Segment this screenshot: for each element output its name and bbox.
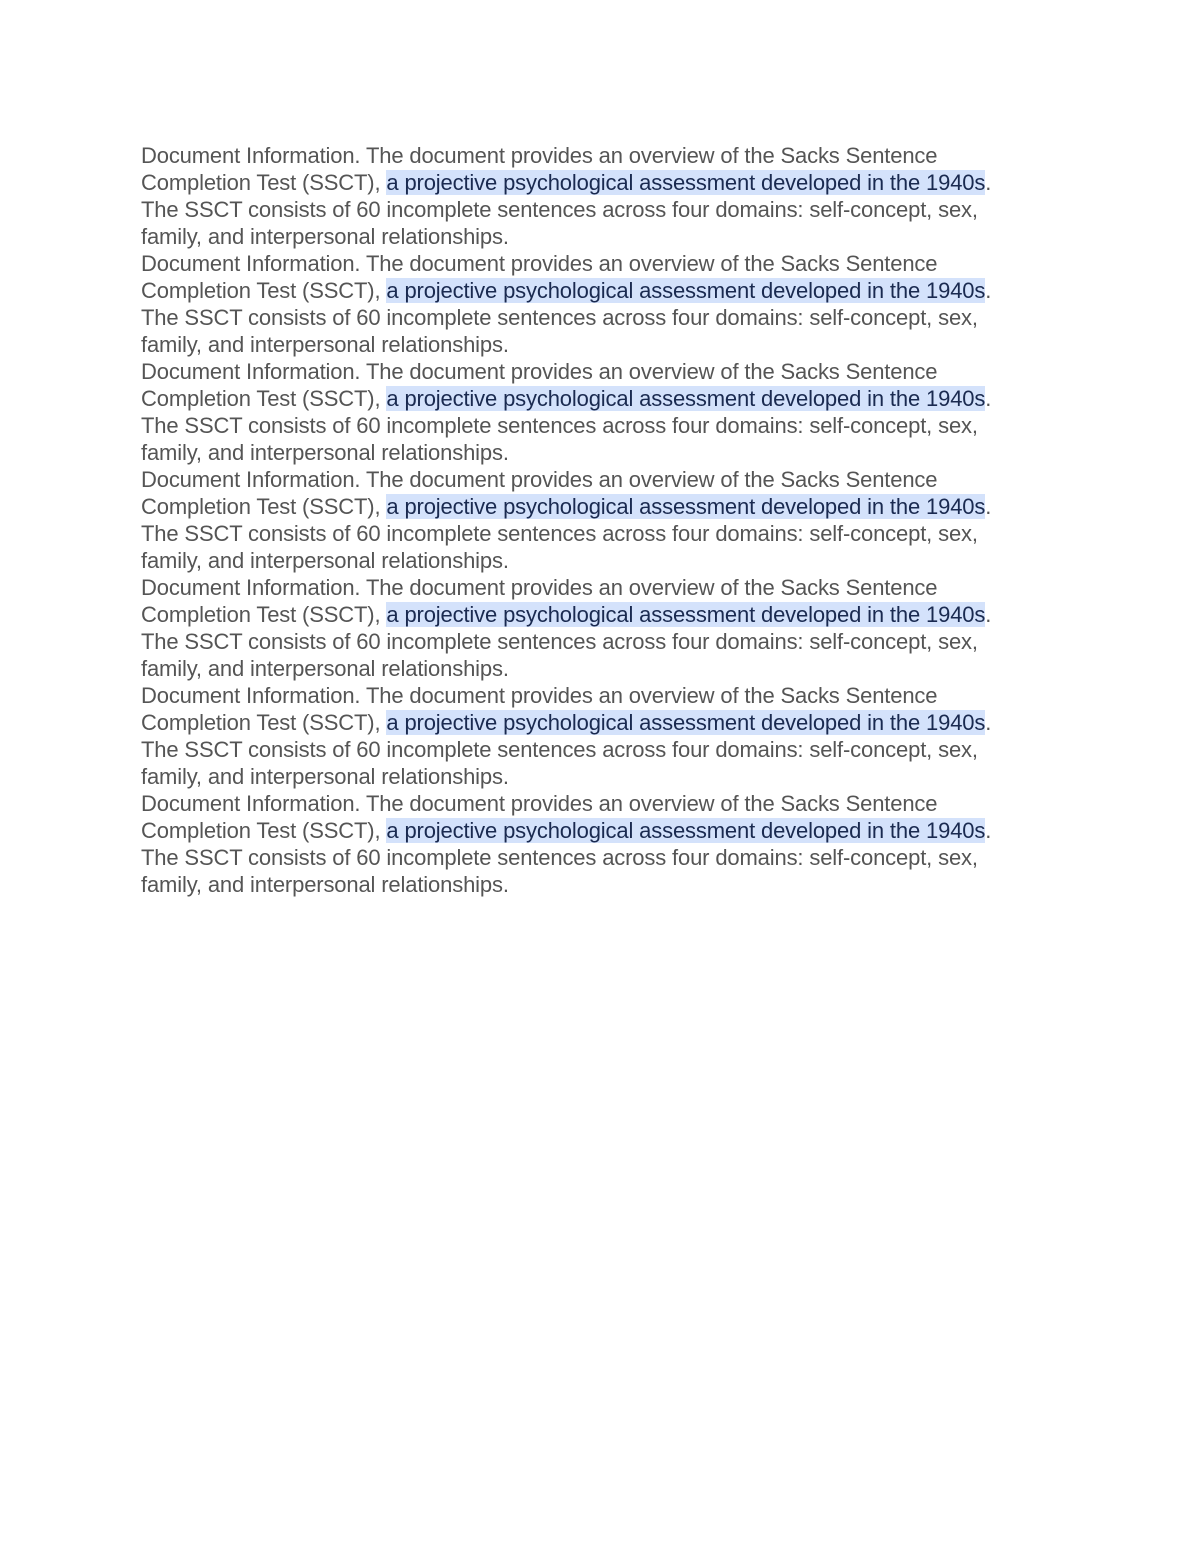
highlighted-text[interactable]: a projective psychological assessment developed in the 1940s: [386, 278, 986, 303]
paragraph-text: . The SSCT consists of 60 incomplete sentences across four domains: self-concept, sex, family, and interpersonal relationships.: [141, 710, 992, 789]
paragraph: [141, 142, 1013, 250]
paragraph-text: . The SSCT consists of 60 incomplete sentences across four domains: self-concept, sex, family, and interpersonal relationships.: [141, 170, 992, 249]
highlighted-text[interactable]: a projective psychological assessment developed in the 1940s: [386, 818, 986, 843]
paragraph-text: Document Information. The document provides an overview of the Sacks Sentence Completion Test (SSCT),: [141, 791, 938, 843]
paragraph-text: Document Information. The document provides an overview of the Sacks Sentence Completion Test (SSCT),: [141, 575, 938, 627]
paragraph-text: Document Information. The document provides an overview of the Sacks Sentence Completion Test (SSCT),: [141, 143, 938, 195]
paragraph-text: . The SSCT consists of 60 incomplete sentences across four domains: self-concept, sex, family, and interpersonal relationships.: [141, 278, 992, 357]
highlighted-text[interactable]: a projective psychological assessment developed in the 1940s: [386, 602, 986, 627]
paragraph-text: Document Information. The document provides an overview of the Sacks Sentence Completion Test (SSCT),: [141, 359, 938, 411]
highlighted-text[interactable]: a projective psychological assessment developed in the 1940s: [386, 386, 986, 411]
document-body: [141, 142, 1013, 898]
paragraph-text: Document Information. The document provides an overview of the Sacks Sentence Completion Test (SSCT),: [141, 683, 938, 735]
paragraph: [141, 574, 1013, 682]
paragraph-text: . The SSCT consists of 60 incomplete sentences across four domains: self-concept, sex, family, and interpersonal relationships.: [141, 602, 992, 681]
paragraph: [141, 790, 1013, 898]
paragraph: [141, 358, 1013, 466]
paragraph: [141, 682, 1013, 790]
paragraph: [141, 250, 1013, 358]
highlighted-text[interactable]: a projective psychological assessment developed in the 1940s: [386, 170, 986, 195]
paragraph-text: Document Information. The document provides an overview of the Sacks Sentence Completion Test (SSCT),: [141, 251, 938, 303]
paragraph-text: . The SSCT consists of 60 incomplete sentences across four domains: self-concept, sex, family, and interpersonal relationships.: [141, 494, 992, 573]
highlighted-text[interactable]: a projective psychological assessment developed in the 1940s: [386, 494, 986, 519]
highlighted-text[interactable]: a projective psychological assessment developed in the 1940s: [386, 710, 986, 735]
paragraph-text: Document Information. The document provides an overview of the Sacks Sentence Completion Test (SSCT),: [141, 467, 938, 519]
paragraph-text: . The SSCT consists of 60 incomplete sentences across four domains: self-concept, sex, family, and interpersonal relationships.: [141, 818, 992, 897]
paragraph-text: . The SSCT consists of 60 incomplete sentences across four domains: self-concept, sex, family, and interpersonal relationships.: [141, 386, 992, 465]
paragraph: [141, 466, 1013, 574]
